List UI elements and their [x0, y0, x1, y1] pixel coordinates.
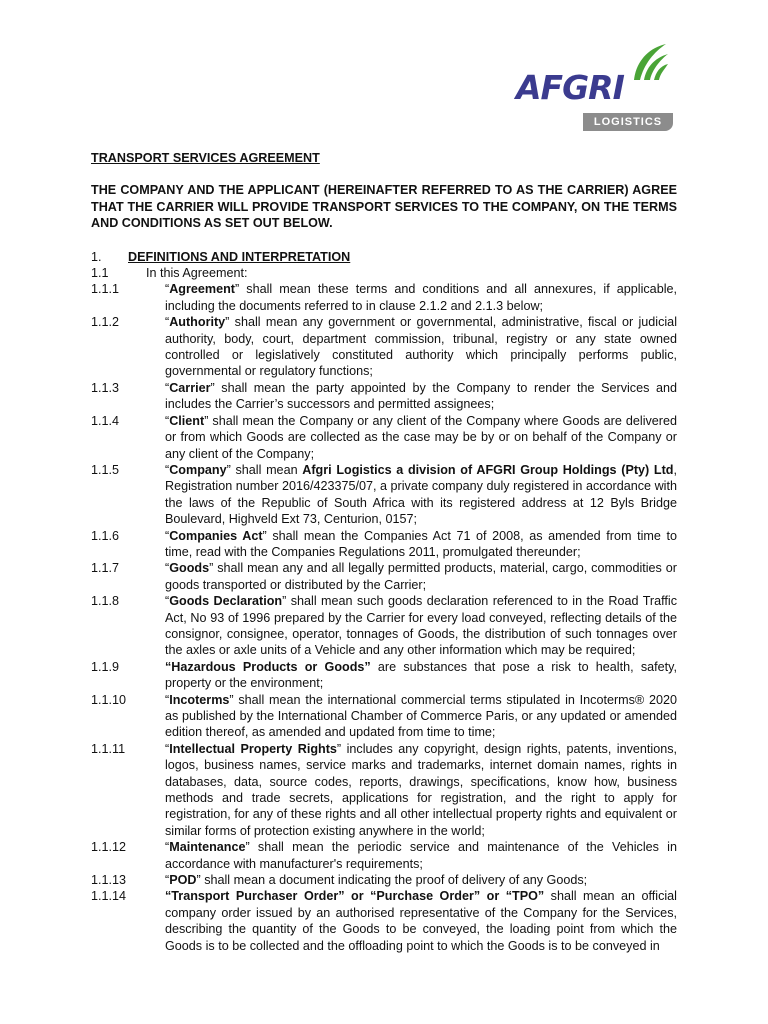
definition-body: shall mean [230, 462, 303, 477]
open-quote: “ [165, 380, 170, 395]
open-quote: “ [165, 840, 170, 855]
logo-tagline: LOGISTICS [583, 113, 673, 131]
defined-term: Companies Act [169, 528, 263, 543]
defined-term: Authority [169, 315, 226, 330]
definition-number: 1.1.13 [91, 873, 127, 888]
definition-body-continued: , Registration number 2016/423375/07, a private company duly registered in accordance with the laws of the Republic of South Africa with its registered address at 12 Byls Bridge Boulevard, Highveld Ext 73, Centurion, 0157; [165, 462, 677, 527]
definition-body: shall mean any and all legally permitted products, material, cargo, commodities or goods transported or distributed by the Carrier; [165, 561, 677, 592]
section-number: 1. [91, 249, 102, 264]
definition-number: 1.1.4 [91, 413, 120, 428]
definition-item [91, 528, 677, 561]
close-quote: ” [225, 315, 230, 330]
defined-term: Agreement [169, 282, 235, 297]
definition-number: 1.1.1 [91, 282, 120, 297]
definition-number: 1.1.11 [91, 741, 126, 756]
definition-number: 1.1.3 [91, 380, 120, 395]
close-quote: ” [209, 561, 214, 576]
close-quote: ” [336, 741, 342, 756]
definition-item [91, 413, 677, 462]
subsection-text: In this Agreement: [146, 266, 248, 281]
definition-item [91, 380, 677, 413]
close-quote: ” [282, 594, 287, 609]
defined-term: Goods [169, 561, 210, 576]
defined-term: Company [169, 462, 227, 477]
definition-body: shall mean an official company order issued by an authorised representative of the Company for the Services, describing the quantity of the Goods to be conveyed, the loading point from which the Goods is to be collected and the offloading point to which the Goods is to be conveyed in [165, 889, 677, 953]
leaf-icon [628, 40, 670, 82]
defined-term: Client [169, 413, 205, 428]
definition-body: shall mean the party appointed by the Company to render the Services and includes the Carrier’s successors and permitted assignees; [165, 380, 677, 412]
definition-item [91, 888, 677, 954]
definition-number: 1.1.12 [91, 840, 127, 855]
definition-item [91, 741, 677, 839]
subsection [91, 265, 677, 281]
definition-body: are substances that pose a risk to health, safety, property or the environment; [165, 659, 677, 691]
company-name: Afgri Logistics a division of AFGRI Group Holdings (Pty) Ltd [302, 462, 674, 477]
definition-text [165, 839, 677, 872]
definition-item [91, 560, 677, 593]
definition-body: shall mean such goods declaration referenced to in the Road Traffic Act, No 93 of 1996 prepared by the Carrier for every load conveyed, reflecting details of the consignor, consignee, operator, tonnages of Goods, the distribution of such tonnages over the axles or axle units of a Vehicle and any other information which may be required; [165, 594, 677, 658]
defined-term: Intellectual Property Rights [169, 741, 337, 756]
defined-term: Goods Declaration [169, 594, 283, 609]
open-quote: “ [165, 413, 170, 428]
close-quote: ” [226, 462, 231, 477]
definition-item [91, 462, 677, 528]
definition-text [165, 380, 677, 413]
definition-body: shall mean the Companies Act 71 of 2008, as amended from time to time, read with the Companies Regulations 2011, promulgated thereunder; [165, 528, 677, 559]
definition-body: shall mean the periodic service and maintenance of the Vehicles in accordance with manufacturer's requirements; [165, 840, 677, 871]
definition-body: shall mean these terms and conditions and all annexures, if applicable, including the documents referred to in clause 2.1.2 and 2.1.3 below; [165, 282, 677, 313]
section-heading [91, 249, 677, 265]
open-quote: “ [165, 561, 170, 576]
definition-text [165, 888, 677, 954]
definitions-list [91, 281, 677, 954]
close-quote: ” [196, 873, 201, 888]
definition-text [165, 659, 677, 692]
definition-item [91, 314, 677, 380]
definition-number: 1.1.8 [91, 594, 120, 609]
definition-body: shall mean the Company or any client of the Company where Goods are delivered or from which Goods are collected as the case may be by or on behalf of the Company or any client of the Company; [165, 413, 677, 461]
definition-item [91, 659, 677, 692]
definition-body: includes any copyright, design rights, patents, inventions, logos, business names, service marks and trademarks, internet domain names, rights in databases, data, source codes, reports, drawings, specifications, know how, business methods and trade secrets, applications for registration, and the right to apply for registration, for any of these rights and all other intellectual property rights and equivalent or similar forms of protection existing anywhere in the world; [165, 741, 678, 838]
close-quote: ” [262, 528, 267, 543]
defined-term: POD [169, 873, 197, 888]
definition-text [165, 560, 677, 593]
open-quote: “ [165, 692, 170, 707]
defined-term: “Hazardous Products or Goods” [165, 659, 371, 674]
open-quote: “ [165, 873, 170, 888]
subsection-number: 1.1 [91, 266, 109, 281]
defined-term: Maintenance [169, 840, 246, 855]
definition-item [91, 593, 677, 659]
open-quote: “ [165, 282, 170, 297]
close-quote: ” [229, 692, 234, 707]
definition-number: 1.1.9 [91, 659, 120, 674]
definition-item [91, 872, 677, 888]
agreement-document [91, 150, 677, 954]
definition-number: 1.1.6 [91, 528, 120, 543]
definition-text [165, 872, 677, 888]
close-quote: ” [204, 413, 209, 428]
definition-number: 1.1.5 [91, 462, 120, 477]
definition-number: 1.1.10 [91, 692, 127, 707]
section-title: DEFINITIONS AND INTERPRETATION [128, 249, 351, 264]
close-quote: ” [235, 282, 240, 297]
definition-body: shall mean any government or governmental, administrative, fiscal or judicial authority, body, court, department commission, tribunal, registry or any state owned controlled or legislatively constituted authority which principally performs public, governmental or regulatory functions; [165, 315, 677, 379]
definition-body: shall mean a document indicating the proof of delivery of any Goods; [200, 873, 588, 888]
definition-item [91, 692, 677, 741]
document-title: TRANSPORT SERVICES AGREEMENT [91, 151, 320, 165]
open-quote: “ [165, 462, 170, 477]
close-quote: ” [245, 840, 250, 855]
open-quote: “ [165, 741, 170, 756]
open-quote: “ [165, 594, 170, 609]
definition-number: 1.1.7 [91, 561, 120, 576]
logo-brand: AFGRI [516, 68, 624, 107]
definition-item [91, 839, 677, 872]
definition-item [91, 281, 677, 314]
definition-body: shall mean the international commercial terms stipulated in Incoterms® 2020 as published by the International Chamber of Commerce Paris, or any updated or amended edition thereof, as amended and updated from time to time; [165, 692, 677, 740]
definition-number: 1.1.2 [91, 315, 120, 330]
definition-text [165, 741, 677, 839]
definition-number: 1.1.14 [91, 889, 127, 904]
open-quote: “ [165, 315, 170, 330]
definition-text [165, 593, 677, 659]
intro-paragraph: THE COMPANY AND THE APPLICANT (HEREINAFTER REFERRED TO AS THE CARRIER) AGREE THAT THE CARRIER WILL PROVIDE TRANSPORT SERVICES TO THE COMPANY, ON THE TERMS AND CONDITIONS AS SET OUT BELOW. [91, 183, 677, 231]
definition-text [165, 281, 677, 314]
definition-text [165, 528, 677, 561]
open-quote: “ [165, 528, 170, 543]
defined-term: Incoterms [169, 692, 230, 707]
close-quote: ” [210, 380, 215, 395]
defined-term: “Transport Purchaser Order” or “Purchase Order” or “TPO” [165, 889, 545, 904]
definition-text [165, 413, 677, 462]
definition-text [165, 462, 677, 528]
definition-text [165, 314, 677, 380]
afgri-logistics-logo [516, 40, 661, 132]
definition-text [165, 692, 677, 741]
defined-term: Carrier [169, 380, 211, 395]
